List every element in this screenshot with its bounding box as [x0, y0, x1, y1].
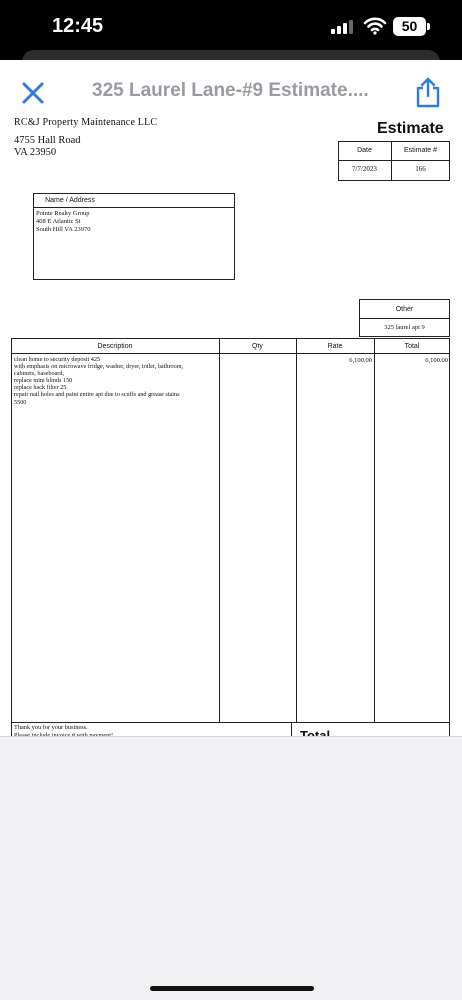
- divider: [33, 207, 235, 208]
- divider: [338, 160, 450, 161]
- wifi-icon: [364, 17, 386, 35]
- estimate-document: [0, 117, 462, 736]
- column-header-total: Total: [404, 343, 420, 350]
- estimate-title: Estimate: [377, 120, 444, 137]
- divider: [374, 338, 375, 722]
- estimate-number-value: 166: [415, 165, 426, 173]
- estimate-number-label: Estimate #: [403, 147, 438, 154]
- battery-cap: [427, 23, 430, 30]
- company-address-line2: VA 23950: [14, 147, 57, 158]
- description-line: with emphasis on microwave fridge, washer, dryer, toilet, bathroom,: [14, 363, 184, 371]
- item-rate: 6,100.00: [349, 357, 372, 364]
- item-total: 6,100.00: [425, 357, 448, 364]
- company-name: RC&J Property Maintenance LLC: [14, 117, 158, 128]
- nav-bar: [0, 60, 462, 124]
- document-preview-sheet: [0, 60, 462, 1000]
- item-description: [14, 356, 183, 406]
- customer-label: Name / Address: [45, 197, 95, 204]
- divider: [296, 338, 297, 722]
- other-label: Other: [395, 306, 414, 313]
- description-line: clean home to security deposit 425: [14, 356, 101, 363]
- column-header-qty: Qty: [252, 343, 263, 350]
- other-value: 325 laurel apt 9: [384, 324, 425, 331]
- column-header-description: Description: [97, 343, 133, 350]
- customer-line2: 408 E Atlantic St: [36, 218, 81, 225]
- description-line: cabinets, baseboard,: [14, 370, 64, 378]
- document-title: 325 Laurel Lane-#9 Estimate....: [92, 80, 369, 101]
- divider: [219, 338, 220, 722]
- description-line: replace hack filter 25: [14, 384, 67, 392]
- cellular-signal-icon: [331, 20, 355, 34]
- close-button[interactable]: [20, 80, 46, 106]
- status-time: 12:45: [52, 15, 104, 37]
- battery-icon: 50: [393, 17, 426, 36]
- column-header-rate: Rate: [327, 343, 343, 350]
- divider: [11, 722, 450, 723]
- share-button[interactable]: [414, 76, 442, 108]
- empty-area: [0, 736, 462, 1000]
- description-line: repair nail holes and paint entire apt due to scuffs and grease stains: [14, 391, 180, 399]
- date-label: Date: [357, 147, 372, 154]
- company-address-line1: 4755 Hall Road: [14, 135, 81, 146]
- description-line: replace mini blinds 150: [14, 377, 73, 385]
- divider: [11, 353, 450, 354]
- footer-note-thanks: Thank you for your business.: [14, 724, 88, 731]
- customer-line1: Pointe Realty Group: [36, 210, 90, 217]
- customer-line3: South Hill VA 23970: [36, 226, 91, 233]
- date-value: 7/7/2023: [352, 165, 377, 173]
- description-line: 5500: [14, 398, 27, 406]
- divider: [359, 318, 450, 319]
- home-indicator[interactable]: [150, 986, 314, 991]
